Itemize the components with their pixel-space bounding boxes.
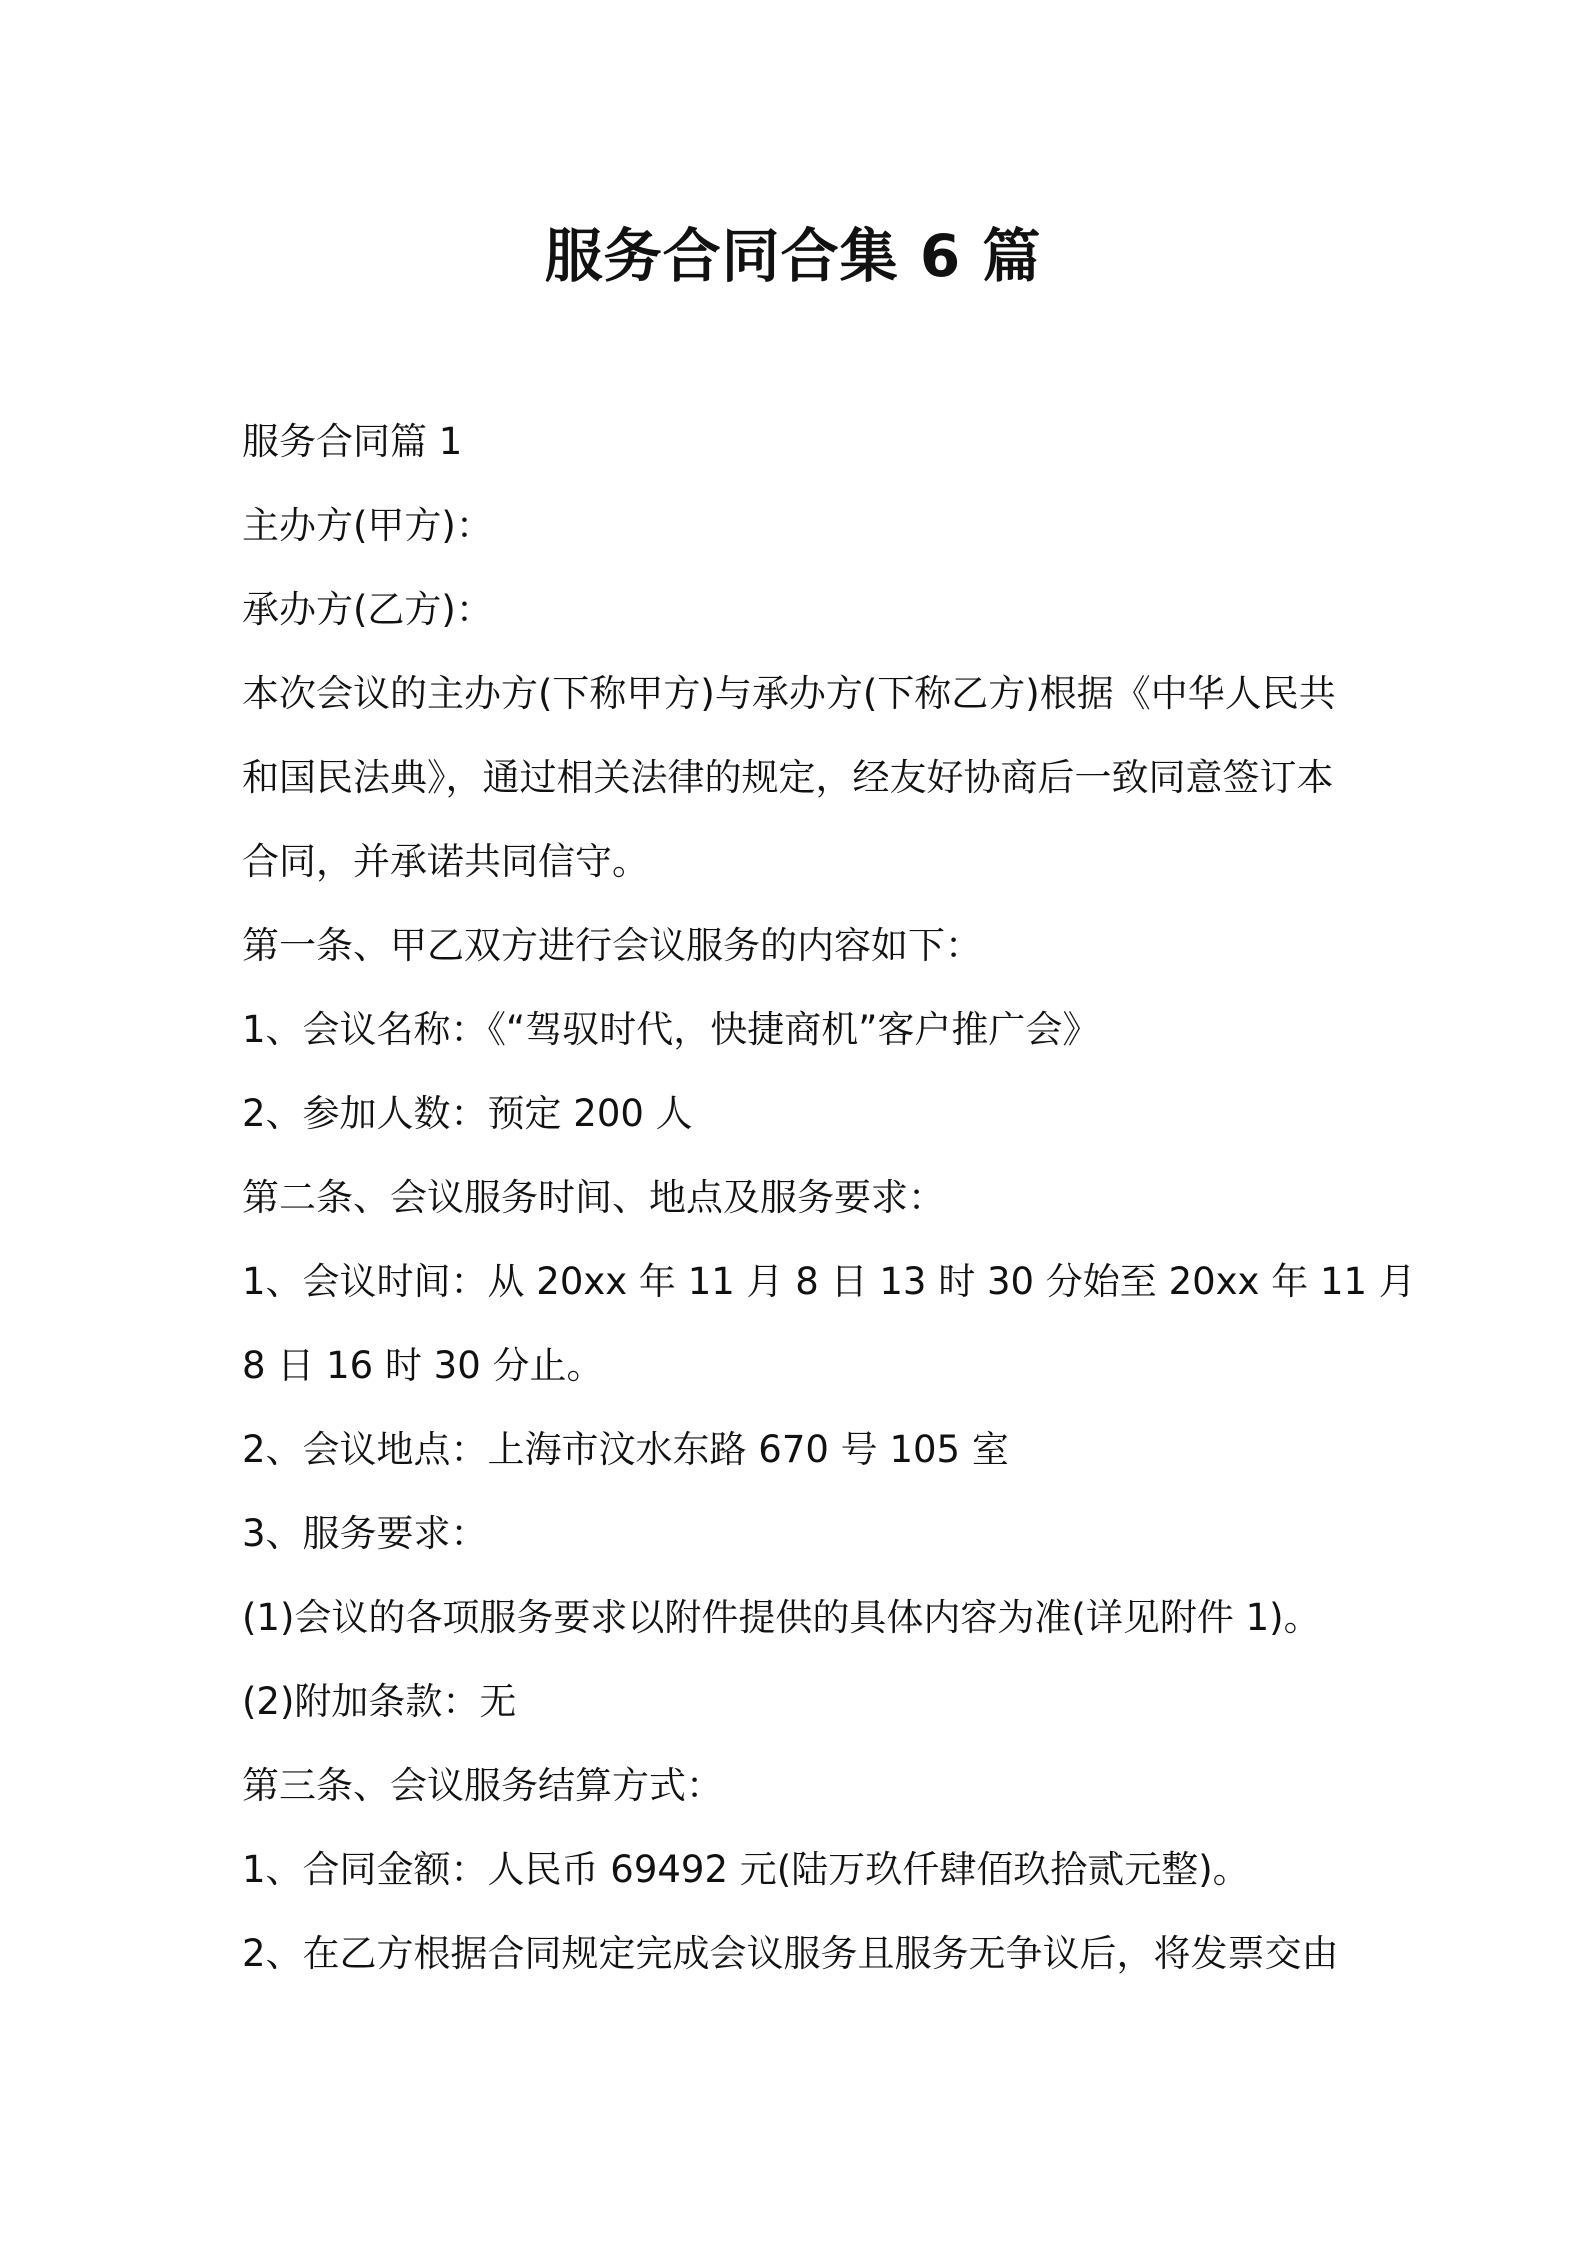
article-heading: 第二条、会议服务时间、地点及服务要求：	[242, 1176, 945, 1219]
paragraph-line: 2、参加人数：预定 200 人	[242, 1092, 693, 1135]
paragraph-line: 8 日 16 时 30 分止。	[242, 1344, 604, 1387]
paragraph-line: 本次会议的主办方(下称甲方)与承办方(下称乙方)根据《中华人民共	[242, 672, 1336, 715]
document-title: 服务合同合集 6 篇	[544, 222, 1042, 290]
paragraph-line: 和国民法典》，通过相关法律的规定，经友好协商后一致同意签订本	[242, 756, 1334, 799]
paragraph-line: (2)附加条款：无	[242, 1680, 517, 1723]
paragraph-line: 2、在乙方根据合同规定完成会议服务且服务无争议后，将发票交由	[242, 1932, 1339, 1975]
section-heading: 服务合同篇 1	[242, 420, 463, 463]
paragraph-line: 1、合同金额：人民币 69492 元(陆万玖仟肆佰玖拾贰元整)。	[242, 1848, 1250, 1891]
paragraph-line: 2、会议地点：上海市汶水东路 670 号 105 室	[242, 1428, 1009, 1471]
paragraph-line: 1、会议名称：《“驾驭时代，快捷商机”客户推广会》	[242, 1008, 1100, 1051]
document-body	[242, 400, 1416, 1996]
paragraph-line: 主办方(甲方)：	[242, 504, 493, 547]
article-heading: 第一条、甲乙双方进行会议服务的内容如下：	[242, 924, 982, 967]
paragraph-line: 合同，并承诺共同信守。	[242, 840, 649, 883]
paragraph-line: 1、会议时间：从 20xx 年 11 月 8 日 13 时 30 分始至 20xx 年 11 月	[242, 1260, 1416, 1303]
article-heading: 第三条、会议服务结算方式：	[242, 1764, 723, 1807]
paragraph-line: (1)会议的各项服务要求以附件提供的具体内容为准(详见附件 1)。	[242, 1596, 1321, 1639]
paragraph-line: 3、服务要求：	[242, 1512, 488, 1555]
paragraph-line: 承办方(乙方)：	[242, 588, 493, 631]
